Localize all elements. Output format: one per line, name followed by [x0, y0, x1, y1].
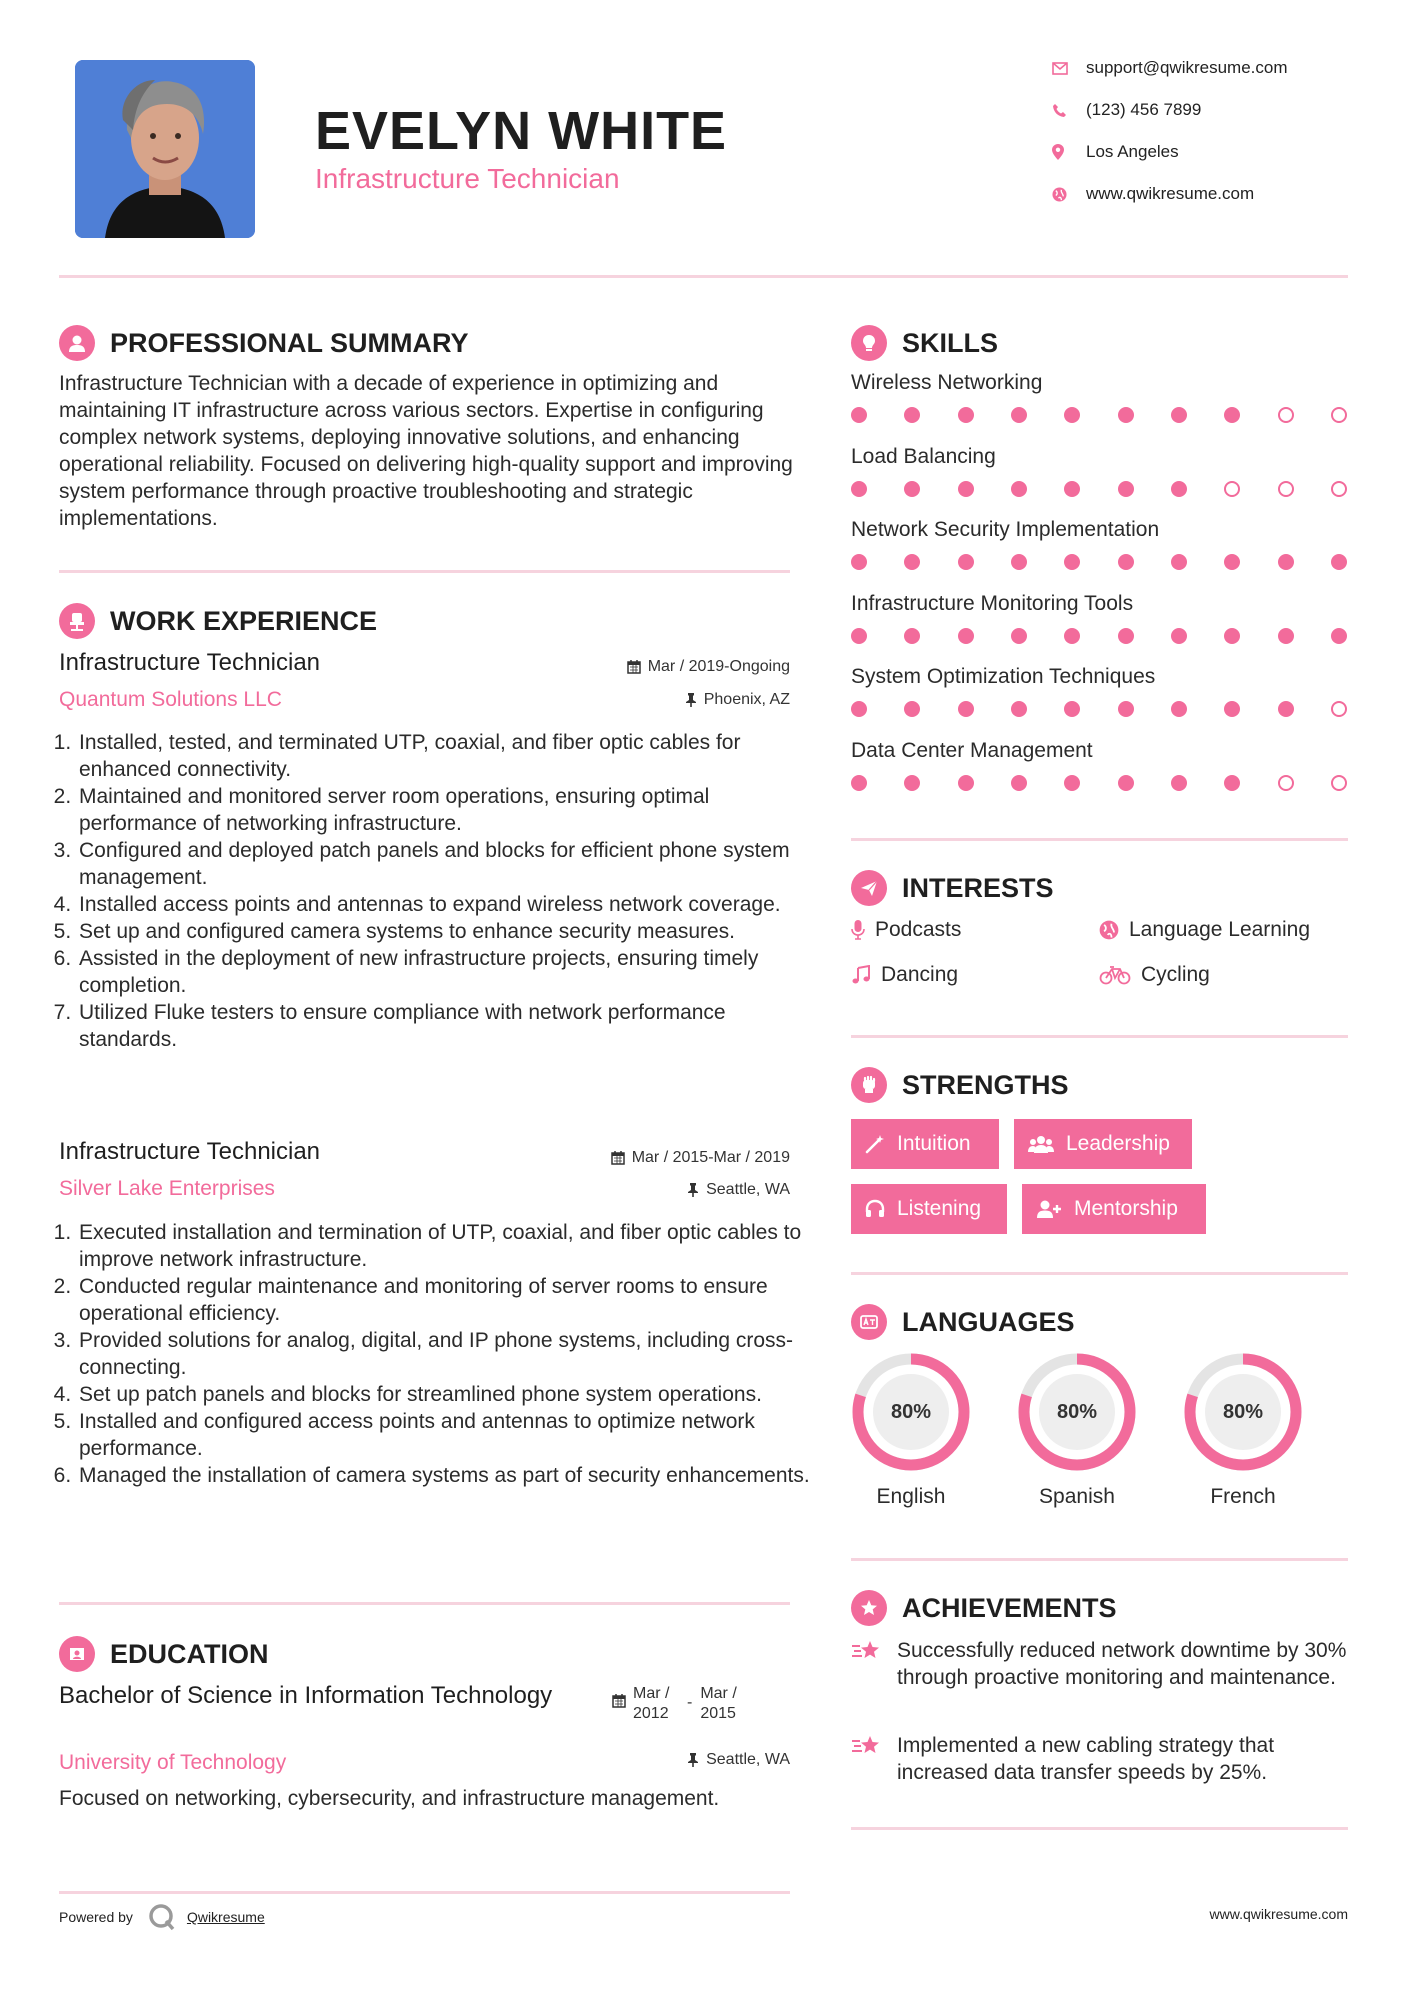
skill-rating [851, 701, 1347, 721]
list-item: 1. Installed, tested, and terminated UTP, coaxial, and fiber optic cables for enhanced connectivity. [77, 729, 817, 783]
achievement-item-1: Successfully reduced network downtime by 30% through proactive monitoring and maintenance. [851, 1637, 1351, 1691]
rating-dot-filled [904, 628, 920, 644]
job-1-duties [59, 729, 817, 1053]
rating-dot-filled [1064, 554, 1080, 570]
rating-dot-filled [1118, 407, 1134, 423]
bicycle-icon [1099, 965, 1131, 985]
rating-dot-filled [1171, 701, 1187, 717]
achievements-divider [851, 1827, 1348, 1830]
education-date-end: Mar / 2015 [700, 1685, 737, 1722]
rating-dot-filled [1011, 481, 1027, 497]
graduation-icon [59, 1636, 95, 1672]
pushpin-icon [687, 1753, 699, 1767]
calendar-icon [627, 660, 641, 674]
skill-name: Network Security Implementation [851, 518, 1160, 541]
strengths-heading: STRENGTHS [851, 1067, 1069, 1103]
language-english [849, 1350, 973, 1508]
job-2-duties [59, 1219, 817, 1489]
rating-dot-filled [851, 701, 867, 717]
rating-dot-filled [1064, 481, 1080, 497]
globe-icon [1052, 187, 1086, 202]
rating-dot-filled [1064, 407, 1080, 423]
rating-dot-filled [904, 554, 920, 570]
list-item: 6. Assisted in the deployment of new infrastructure projects, ensuring timely completion. [77, 945, 817, 999]
strength-listening: Listening [851, 1184, 1007, 1234]
rating-dot-filled [1278, 554, 1294, 570]
skill-rating [851, 407, 1347, 427]
rating-dot-filled [958, 554, 974, 570]
list-item: 5. Set up and configured camera systems to enhance security measures. [77, 918, 817, 945]
interest-cycling: Cycling [1099, 963, 1210, 987]
pushpin-icon [685, 693, 697, 707]
rating-dot-filled [851, 775, 867, 791]
contact-email-text: support@qwikresume.com [1086, 58, 1288, 77]
job-1-location: Phoenix, AZ [685, 691, 790, 709]
location-pin-icon [1052, 144, 1086, 160]
rating-dot-filled [1118, 554, 1134, 570]
skill-rating [851, 554, 1347, 574]
fist-icon [851, 1067, 887, 1103]
strength-leadership: Leadership [1014, 1119, 1192, 1169]
strengths-divider [851, 1272, 1348, 1275]
rating-dot-filled [1224, 775, 1240, 791]
rating-dot-filled [851, 481, 867, 497]
rating-dot-filled [1171, 775, 1187, 791]
lightbulb-icon [851, 325, 887, 361]
user-plus-icon [1036, 1199, 1062, 1219]
experience-heading: WORK EXPERIENCE [59, 603, 377, 639]
list-item: 1. Executed installation and termination of UTP, coaxial, and fiber optic cables to improve network infrastructure. [77, 1219, 817, 1273]
education-location: Seattle, WA [687, 1751, 790, 1769]
language-french [1181, 1350, 1305, 1508]
candidate-name: EVELYN WHITE [315, 101, 728, 161]
interest-language-learning: Language Learning [1099, 918, 1310, 942]
calendar-icon [611, 1151, 625, 1165]
summary-heading: PROFESSIONAL SUMMARY [59, 325, 469, 361]
rating-dot-filled [1224, 554, 1240, 570]
rating-dot-filled [1171, 628, 1187, 644]
achievements-heading: ACHIEVEMENTS [851, 1590, 1117, 1626]
rating-dot-filled [1171, 407, 1187, 423]
rating-dot-filled [904, 701, 920, 717]
education-heading: EDUCATION [59, 1636, 269, 1672]
contact-email[interactable] [1052, 58, 1288, 78]
interest-podcasts: Podcasts [851, 918, 961, 942]
rating-dot-filled [1064, 775, 1080, 791]
strength-mentorship: Mentorship [1022, 1184, 1206, 1234]
interest-dancing: Dancing [851, 963, 958, 987]
pushpin-icon [687, 1183, 699, 1197]
rating-dot-empty [1331, 701, 1347, 717]
rating-dot-empty [1278, 481, 1294, 497]
users-icon [1028, 1134, 1054, 1154]
translate-icon [851, 1304, 887, 1340]
language-name: French [1210, 1485, 1276, 1508]
paper-plane-icon [851, 870, 887, 906]
rating-dot-empty [1278, 775, 1294, 791]
rating-dot-filled [1011, 775, 1027, 791]
footer-powered-by: Powered by Qwikresume [59, 1902, 265, 1932]
job-2-company: Silver Lake Enterprises [59, 1177, 275, 1200]
skill-name: Load Balancing [851, 445, 996, 468]
list-item: 6. Managed the installation of camera systems as part of security enhancements. [77, 1462, 817, 1489]
list-item: 2. Conducted regular maintenance and monitoring of server rooms to ensure operational efficiency. [77, 1273, 817, 1327]
job-1-date: Mar / 2019-Ongoing [627, 658, 790, 676]
rating-dot-filled [1118, 775, 1134, 791]
rating-dot-filled [1118, 481, 1134, 497]
rating-dot-filled [1064, 628, 1080, 644]
rating-dot-filled [1331, 554, 1347, 570]
education-dates [612, 1684, 746, 1724]
rating-dot-filled [1171, 481, 1187, 497]
rating-dot-filled [1331, 628, 1347, 644]
header-divider [59, 275, 1348, 278]
experience-divider [59, 1602, 790, 1605]
contact-location-text: Los Angeles [1086, 142, 1179, 161]
strength-intuition: Intuition [851, 1119, 999, 1169]
mail-icon [1052, 62, 1086, 75]
contact-website-text: www.qwikresume.com [1086, 184, 1255, 203]
language-spanish [1015, 1350, 1139, 1508]
skill-rating [851, 628, 1347, 648]
rating-dot-filled [904, 481, 920, 497]
rating-dot-filled [958, 481, 974, 497]
job-2-date: Mar / 2015-Mar / 2019 [611, 1149, 790, 1167]
rating-dot-filled [851, 407, 867, 423]
rating-dot-empty [1224, 481, 1240, 497]
shooting-star-icon [851, 1734, 883, 1758]
language-percent: 80% [890, 1400, 932, 1423]
language-percent: 80% [1222, 1400, 1264, 1423]
rating-dot-filled [1278, 628, 1294, 644]
rating-dot-filled [958, 628, 974, 644]
summary-divider [59, 570, 790, 573]
phone-icon [1052, 103, 1086, 118]
interests-heading: INTERESTS [851, 870, 1054, 906]
rating-dot-empty [1331, 481, 1347, 497]
education-description: Focused on networking, cybersecurity, and infrastructure management. [59, 1787, 720, 1810]
contact-location [1052, 142, 1179, 162]
education-date-separator: - [687, 1694, 693, 1711]
contact-website[interactable] [1052, 184, 1254, 204]
skill-name: Infrastructure Monitoring Tools [851, 592, 1134, 615]
rating-dot-filled [1064, 701, 1080, 717]
list-item: 4. Installed access points and antennas to expand wireless network coverage. [77, 891, 817, 918]
rating-dot-filled [904, 407, 920, 423]
languages-divider [851, 1558, 1348, 1561]
language-name: Spanish [1039, 1485, 1115, 1508]
calendar-icon [612, 1694, 626, 1708]
rating-dot-filled [904, 775, 920, 791]
rating-dot-empty [1331, 407, 1347, 423]
skills-heading: SKILLS [851, 325, 998, 361]
skill-rating [851, 481, 1347, 501]
rating-dot-empty [1331, 775, 1347, 791]
music-note-icon [851, 965, 871, 985]
job-2-title: Infrastructure Technician [59, 1138, 321, 1165]
microphone-icon [851, 920, 865, 940]
job-1-company: Quantum Solutions LLC [59, 688, 282, 711]
language-percent: 80% [1056, 1400, 1098, 1423]
headphones-icon [865, 1199, 885, 1219]
skill-rating [851, 775, 1347, 795]
list-item: 3. Provided solutions for analog, digital, and IP phone systems, including cross-connecting. [77, 1327, 817, 1381]
contact-phone[interactable] [1052, 100, 1201, 120]
skill-name: System Optimization Techniques [851, 665, 1156, 688]
rating-dot-filled [1011, 701, 1027, 717]
education-degree: Bachelor of Science in Information Technology [59, 1682, 553, 1709]
languages-heading: LANGUAGES [851, 1304, 1075, 1340]
rating-dot-filled [1011, 628, 1027, 644]
list-item: 5. Installed and configured access points and antennas to optimize network performance. [77, 1408, 817, 1462]
list-item: 4. Set up patch panels and blocks for streamlined phone system operations. [77, 1381, 817, 1408]
rating-dot-filled [1011, 554, 1027, 570]
rating-dot-filled [1224, 628, 1240, 644]
list-item: 2. Maintained and monitored server room operations, ensuring optimal performance of networking infrastructure. [77, 783, 817, 837]
skills-divider [851, 838, 1348, 841]
language-name: English [876, 1485, 946, 1508]
rating-dot-filled [1171, 554, 1187, 570]
education-school: University of Technology [59, 1751, 287, 1774]
skill-name: Wireless Networking [851, 371, 1043, 394]
magic-wand-icon [865, 1134, 885, 1154]
footer-website[interactable]: www.qwikresume.com [1209, 1906, 1348, 1922]
rating-dot-filled [1224, 701, 1240, 717]
skill-name: Data Center Management [851, 739, 1093, 762]
rating-dot-filled [958, 407, 974, 423]
rating-dot-filled [1118, 701, 1134, 717]
summary-text: Infrastructure Technician with a decade of experience in optimizing and maintaining IT infrastructure across various sectors. Expertise in configuring complex network systems, deploying innovative solutions, and enhancing operational reliability. Focused on delivering high-quality support and improving system performance through proactive troubleshooting and strategic implementations. [59, 372, 793, 530]
interests-divider [851, 1035, 1348, 1038]
globe-icon [1099, 920, 1119, 940]
office-chair-icon [59, 603, 95, 639]
rating-dot-filled [958, 775, 974, 791]
portrait-image [75, 60, 255, 238]
star-badge-icon [851, 1590, 887, 1626]
rating-dot-filled [1224, 407, 1240, 423]
rating-dot-filled [958, 701, 974, 717]
rating-dot-filled [851, 554, 867, 570]
job-2-location: Seattle, WA [687, 1181, 790, 1199]
qwikresume-link[interactable]: Qwikresume [186, 1909, 265, 1925]
rating-dot-filled [851, 628, 867, 644]
candidate-title: Infrastructure Technician [315, 163, 620, 194]
user-icon [59, 325, 95, 361]
list-item: 3. Configured and deployed patch panels and blocks for efficient phone system management. [77, 837, 817, 891]
rating-dot-filled [1278, 701, 1294, 717]
rating-dot-filled [1011, 407, 1027, 423]
qwikresume-logo-icon [147, 1902, 177, 1932]
education-divider [59, 1891, 790, 1894]
rating-dot-empty [1278, 407, 1294, 423]
shooting-star-icon [851, 1639, 883, 1663]
contact-phone-text: (123) 456 7899 [1086, 100, 1202, 119]
list-item: 7. Utilized Fluke testers to ensure compliance with network performance standards. [77, 999, 817, 1053]
rating-dot-filled [1118, 628, 1134, 644]
achievement-item-2: Implemented a new cabling strategy that increased data transfer speeds by 25%. [851, 1732, 1351, 1786]
profile-photo [75, 60, 255, 238]
job-1-title: Infrastructure Technician [59, 649, 321, 676]
education-date-start: Mar / 2012 [633, 1685, 670, 1722]
